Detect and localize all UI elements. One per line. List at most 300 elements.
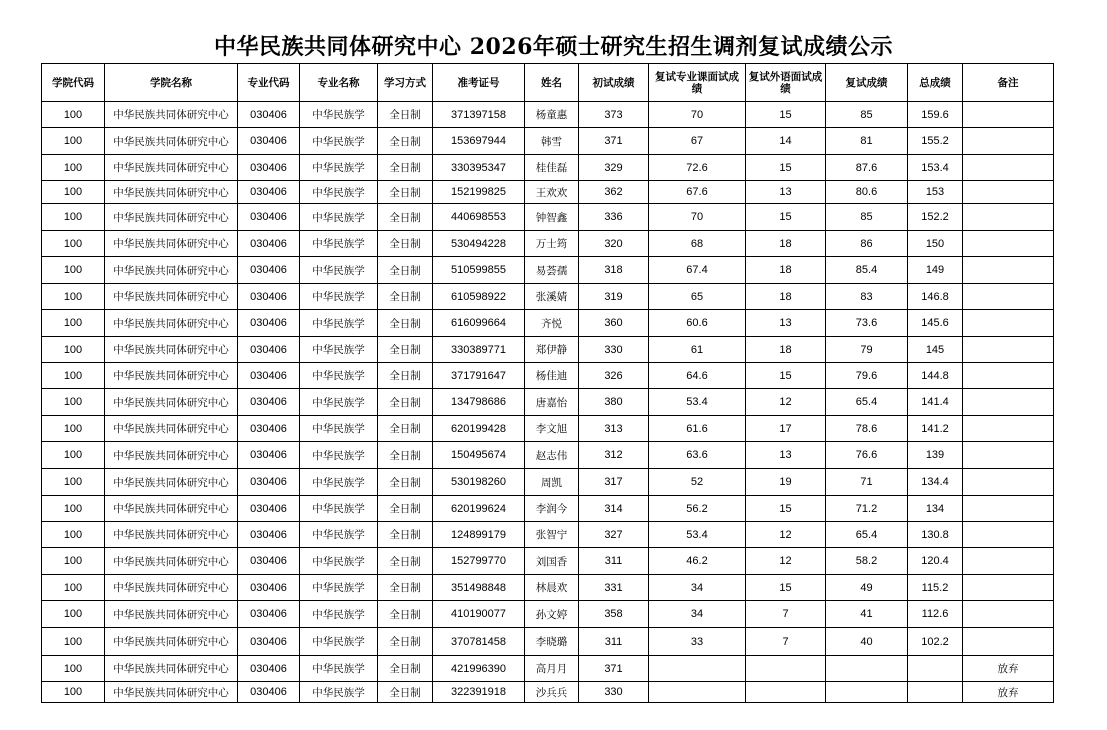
total-score-cell: 145 xyxy=(908,337,963,363)
remarks-cell xyxy=(963,469,1054,496)
interview-score-cell: 53.4 xyxy=(649,389,746,416)
name-cell: 张溪婧 xyxy=(525,284,579,310)
total-score-cell: 130.8 xyxy=(908,522,963,548)
college-code-cell: 100 xyxy=(42,102,105,128)
major-code-cell: 030406 xyxy=(238,257,300,284)
interview-score-cell: 61.6 xyxy=(649,416,746,442)
study-mode-cell: 全日制 xyxy=(378,601,433,628)
college-name-cell: 中华民族共同体研究中心 xyxy=(105,128,238,155)
interview-score-cell: 67.4 xyxy=(649,257,746,284)
interview-score-cell: 60.6 xyxy=(649,310,746,337)
study-mode-cell: 全日制 xyxy=(378,363,433,389)
interview-score-cell: 72.6 xyxy=(649,155,746,181)
exam-number-cell: 330395347 xyxy=(433,155,525,181)
exam-number-cell: 150495674 xyxy=(433,442,525,469)
table-row xyxy=(42,181,1054,204)
college-code-cell: 100 xyxy=(42,257,105,284)
initial-score-cell: 330 xyxy=(579,337,649,363)
initial-score-cell: 311 xyxy=(579,548,649,575)
exam-number-cell: 530494228 xyxy=(433,231,525,257)
name-cell: 桂佳磊 xyxy=(525,155,579,181)
total-score-cell: 115.2 xyxy=(908,575,963,601)
interview-score-cell: 65 xyxy=(649,284,746,310)
initial-score-cell: 329 xyxy=(579,155,649,181)
major-name-cell: 中华民族学 xyxy=(300,363,378,389)
interview-score-cell: 70 xyxy=(649,204,746,231)
remarks-cell xyxy=(963,284,1054,310)
language-score-cell: 15 xyxy=(746,363,826,389)
total-score-cell: 134.4 xyxy=(908,469,963,496)
college-code-cell: 100 xyxy=(42,496,105,522)
major-name-cell: 中华民族学 xyxy=(300,656,378,682)
college-code-cell: 100 xyxy=(42,155,105,181)
remarks-cell xyxy=(963,522,1054,548)
college-name-cell: 中华民族共同体研究中心 xyxy=(105,656,238,682)
table-row xyxy=(42,656,1054,682)
remarks-cell xyxy=(963,337,1054,363)
exam-number-cell: 620199624 xyxy=(433,496,525,522)
interview-score-cell: 53.4 xyxy=(649,522,746,548)
initial-score-cell: 311 xyxy=(579,628,649,656)
major-name-cell: 中华民族学 xyxy=(300,469,378,496)
major-code-cell: 030406 xyxy=(238,204,300,231)
retest-score-cell: 73.6 xyxy=(826,310,908,337)
college-name-cell: 中华民族共同体研究中心 xyxy=(105,601,238,628)
college-name-cell: 中华民族共同体研究中心 xyxy=(105,284,238,310)
name-cell: 张智宁 xyxy=(525,522,579,548)
college-name-cell: 中华民族共同体研究中心 xyxy=(105,469,238,496)
exam-number-cell: 371397158 xyxy=(433,102,525,128)
remarks-cell xyxy=(963,389,1054,416)
study-mode-cell: 全日制 xyxy=(378,181,433,204)
table-row xyxy=(42,416,1054,442)
language-score-cell: 14 xyxy=(746,128,826,155)
college-name-cell: 中华民族共同体研究中心 xyxy=(105,575,238,601)
interview-score-cell: 67.6 xyxy=(649,181,746,204)
table-row xyxy=(42,548,1054,575)
retest-score-cell: 49 xyxy=(826,575,908,601)
language-score-cell: 15 xyxy=(746,155,826,181)
major-name-cell: 中华民族学 xyxy=(300,310,378,337)
table-row xyxy=(42,389,1054,416)
college-name-cell: 中华民族共同体研究中心 xyxy=(105,310,238,337)
major-name-cell: 中华民族学 xyxy=(300,231,378,257)
study-mode-cell: 全日制 xyxy=(378,337,433,363)
remarks-cell xyxy=(963,181,1054,204)
major-code-cell: 030406 xyxy=(238,337,300,363)
page-title: 中华民族共同体研究中心 2026年硕士研究生招生调剂复试成绩公示 xyxy=(214,34,893,60)
language-score-cell: 13 xyxy=(746,181,826,204)
major-code-cell: 030406 xyxy=(238,102,300,128)
interview-score-cell: 56.2 xyxy=(649,496,746,522)
table-row xyxy=(42,628,1054,656)
exam-number-cell: 153697944 xyxy=(433,128,525,155)
name-cell: 李润今 xyxy=(525,496,579,522)
college-code-cell: 100 xyxy=(42,522,105,548)
retest-score-cell: 85 xyxy=(826,102,908,128)
header-initial-score: 初试成绩 xyxy=(579,64,649,102)
total-score-cell: 159.6 xyxy=(908,102,963,128)
major-name-cell: 中华民族学 xyxy=(300,337,378,363)
language-score-cell: 7 xyxy=(746,628,826,656)
table-row xyxy=(42,363,1054,389)
remarks-cell xyxy=(963,155,1054,181)
interview-score-cell xyxy=(649,682,746,703)
header-name: 姓名 xyxy=(525,64,579,102)
major-name-cell: 中华民族学 xyxy=(300,257,378,284)
exam-number-cell: 322391918 xyxy=(433,682,525,703)
college-code-cell: 100 xyxy=(42,128,105,155)
exam-number-cell: 351498848 xyxy=(433,575,525,601)
name-cell: 沙兵兵 xyxy=(525,682,579,703)
major-name-cell: 中华民族学 xyxy=(300,389,378,416)
initial-score-cell: 318 xyxy=(579,257,649,284)
table-row xyxy=(42,601,1054,628)
remarks-cell xyxy=(963,496,1054,522)
table-row xyxy=(42,128,1054,155)
total-score-cell: 112.6 xyxy=(908,601,963,628)
total-score-cell: 134 xyxy=(908,496,963,522)
table-row xyxy=(42,284,1054,310)
college-code-cell: 100 xyxy=(42,601,105,628)
exam-number-cell: 421996390 xyxy=(433,656,525,682)
exam-number-cell: 510599855 xyxy=(433,257,525,284)
college-code-cell: 100 xyxy=(42,204,105,231)
table-row xyxy=(42,442,1054,469)
initial-score-cell: 373 xyxy=(579,102,649,128)
major-code-cell: 030406 xyxy=(238,128,300,155)
language-score-cell: 17 xyxy=(746,416,826,442)
interview-score-cell: 34 xyxy=(649,601,746,628)
study-mode-cell: 全日制 xyxy=(378,310,433,337)
retest-score-cell xyxy=(826,682,908,703)
study-mode-cell: 全日制 xyxy=(378,257,433,284)
retest-score-cell: 81 xyxy=(826,128,908,155)
exam-number-cell: 152199825 xyxy=(433,181,525,204)
study-mode-cell: 全日制 xyxy=(378,204,433,231)
college-code-cell: 100 xyxy=(42,548,105,575)
language-score-cell: 12 xyxy=(746,389,826,416)
interview-score-cell: 61 xyxy=(649,337,746,363)
interview-score-cell: 34 xyxy=(649,575,746,601)
total-score-cell: 153.4 xyxy=(908,155,963,181)
header-study-mode: 学习方式 xyxy=(378,64,433,102)
name-cell: 刘国香 xyxy=(525,548,579,575)
remarks-cell xyxy=(963,310,1054,337)
college-code-cell: 100 xyxy=(42,469,105,496)
table-row xyxy=(42,310,1054,337)
table-row xyxy=(42,575,1054,601)
remarks-cell: 放弃 xyxy=(963,682,1054,703)
total-score-cell: 144.8 xyxy=(908,363,963,389)
header-retest-score: 复试成绩 xyxy=(826,64,908,102)
table-header-row xyxy=(42,64,1054,102)
name-cell: 齐悦 xyxy=(525,310,579,337)
total-score-cell: 120.4 xyxy=(908,548,963,575)
retest-score-cell: 87.6 xyxy=(826,155,908,181)
college-name-cell: 中华民族共同体研究中心 xyxy=(105,628,238,656)
table-row xyxy=(42,155,1054,181)
major-name-cell: 中华民族学 xyxy=(300,682,378,703)
header-total-score: 总成绩 xyxy=(908,64,963,102)
study-mode-cell: 全日制 xyxy=(378,128,433,155)
initial-score-cell: 371 xyxy=(579,656,649,682)
college-name-cell: 中华民族共同体研究中心 xyxy=(105,496,238,522)
college-code-cell: 100 xyxy=(42,682,105,703)
exam-number-cell: 134798686 xyxy=(433,389,525,416)
college-name-cell: 中华民族共同体研究中心 xyxy=(105,442,238,469)
retest-score-cell: 41 xyxy=(826,601,908,628)
exam-number-cell: 440698553 xyxy=(433,204,525,231)
interview-score-cell: 52 xyxy=(649,469,746,496)
major-code-cell: 030406 xyxy=(238,442,300,469)
table-row xyxy=(42,204,1054,231)
college-code-cell: 100 xyxy=(42,337,105,363)
table-row xyxy=(42,682,1054,703)
remarks-cell xyxy=(963,231,1054,257)
initial-score-cell: 358 xyxy=(579,601,649,628)
remarks-cell xyxy=(963,204,1054,231)
header-remarks: 备注 xyxy=(963,64,1054,102)
major-name-cell: 中华民族学 xyxy=(300,496,378,522)
college-code-cell: 100 xyxy=(42,231,105,257)
major-code-cell: 030406 xyxy=(238,522,300,548)
name-cell: 韩雪 xyxy=(525,128,579,155)
score-table xyxy=(41,63,1054,703)
college-code-cell: 100 xyxy=(42,656,105,682)
college-name-cell: 中华民族共同体研究中心 xyxy=(105,181,238,204)
college-name-cell: 中华民族共同体研究中心 xyxy=(105,231,238,257)
college-code-cell: 100 xyxy=(42,389,105,416)
major-name-cell: 中华民族学 xyxy=(300,548,378,575)
retest-score-cell: 85.4 xyxy=(826,257,908,284)
retest-score-cell: 40 xyxy=(826,628,908,656)
remarks-cell xyxy=(963,128,1054,155)
total-score-cell: 149 xyxy=(908,257,963,284)
college-name-cell: 中华民族共同体研究中心 xyxy=(105,522,238,548)
major-name-cell: 中华民族学 xyxy=(300,601,378,628)
major-name-cell: 中华民族学 xyxy=(300,442,378,469)
language-score-cell: 13 xyxy=(746,442,826,469)
initial-score-cell: 360 xyxy=(579,310,649,337)
major-name-cell: 中华民族学 xyxy=(300,575,378,601)
major-code-cell: 030406 xyxy=(238,682,300,703)
college-name-cell: 中华民族共同体研究中心 xyxy=(105,102,238,128)
retest-score-cell: 76.6 xyxy=(826,442,908,469)
study-mode-cell: 全日制 xyxy=(378,231,433,257)
retest-score-cell: 85 xyxy=(826,204,908,231)
retest-score-cell xyxy=(826,656,908,682)
initial-score-cell: 319 xyxy=(579,284,649,310)
major-code-cell: 030406 xyxy=(238,389,300,416)
interview-score-cell: 46.2 xyxy=(649,548,746,575)
remarks-cell xyxy=(963,601,1054,628)
total-score-cell: 153 xyxy=(908,181,963,204)
name-cell: 孙文婷 xyxy=(525,601,579,628)
major-code-cell: 030406 xyxy=(238,628,300,656)
study-mode-cell: 全日制 xyxy=(378,389,433,416)
college-code-cell: 100 xyxy=(42,442,105,469)
language-score-cell: 7 xyxy=(746,601,826,628)
language-score-cell: 18 xyxy=(746,337,826,363)
college-code-cell: 100 xyxy=(42,310,105,337)
total-score-cell: 145.6 xyxy=(908,310,963,337)
table-row xyxy=(42,469,1054,496)
name-cell: 高月月 xyxy=(525,656,579,682)
remarks-cell xyxy=(963,257,1054,284)
exam-number-cell: 124899179 xyxy=(433,522,525,548)
remarks-cell xyxy=(963,102,1054,128)
study-mode-cell: 全日制 xyxy=(378,442,433,469)
interview-score-cell: 68 xyxy=(649,231,746,257)
major-name-cell: 中华民族学 xyxy=(300,181,378,204)
retest-score-cell: 58.2 xyxy=(826,548,908,575)
remarks-cell: 放弃 xyxy=(963,656,1054,682)
interview-score-cell: 63.6 xyxy=(649,442,746,469)
name-cell: 郑伊静 xyxy=(525,337,579,363)
college-code-cell: 100 xyxy=(42,363,105,389)
exam-number-cell: 152799770 xyxy=(433,548,525,575)
header-college-code: 学院代码 xyxy=(42,64,105,102)
header-interview-score: 复试专业课面试成绩 xyxy=(649,64,746,102)
major-code-cell: 030406 xyxy=(238,310,300,337)
major-name-cell: 中华民族学 xyxy=(300,155,378,181)
language-score-cell: 15 xyxy=(746,204,826,231)
study-mode-cell: 全日制 xyxy=(378,575,433,601)
exam-number-cell: 370781458 xyxy=(433,628,525,656)
major-name-cell: 中华民族学 xyxy=(300,284,378,310)
name-cell: 杨童惠 xyxy=(525,102,579,128)
retest-score-cell: 86 xyxy=(826,231,908,257)
college-code-cell: 100 xyxy=(42,575,105,601)
retest-score-cell: 78.6 xyxy=(826,416,908,442)
name-cell: 李晓璐 xyxy=(525,628,579,656)
study-mode-cell: 全日制 xyxy=(378,682,433,703)
initial-score-cell: 331 xyxy=(579,575,649,601)
interview-score-cell: 33 xyxy=(649,628,746,656)
retest-score-cell: 65.4 xyxy=(826,522,908,548)
initial-score-cell: 336 xyxy=(579,204,649,231)
total-score-cell xyxy=(908,656,963,682)
remarks-cell xyxy=(963,575,1054,601)
table-row xyxy=(42,496,1054,522)
major-code-cell: 030406 xyxy=(238,231,300,257)
major-name-cell: 中华民族学 xyxy=(300,522,378,548)
college-code-cell: 100 xyxy=(42,284,105,310)
interview-score-cell: 67 xyxy=(649,128,746,155)
study-mode-cell: 全日制 xyxy=(378,628,433,656)
college-name-cell: 中华民族共同体研究中心 xyxy=(105,337,238,363)
major-code-cell: 030406 xyxy=(238,181,300,204)
header-major-name: 专业名称 xyxy=(300,64,378,102)
name-cell: 万士筠 xyxy=(525,231,579,257)
total-score-cell: 152.2 xyxy=(908,204,963,231)
retest-score-cell: 79 xyxy=(826,337,908,363)
language-score-cell xyxy=(746,682,826,703)
study-mode-cell: 全日制 xyxy=(378,496,433,522)
total-score-cell: 155.2 xyxy=(908,128,963,155)
study-mode-cell: 全日制 xyxy=(378,416,433,442)
remarks-cell xyxy=(963,628,1054,656)
initial-score-cell: 362 xyxy=(579,181,649,204)
major-name-cell: 中华民族学 xyxy=(300,628,378,656)
table-row xyxy=(42,257,1054,284)
retest-score-cell: 79.6 xyxy=(826,363,908,389)
retest-score-cell: 83 xyxy=(826,284,908,310)
name-cell: 林晨欢 xyxy=(525,575,579,601)
major-name-cell: 中华民族学 xyxy=(300,204,378,231)
retest-score-cell: 71.2 xyxy=(826,496,908,522)
remarks-cell xyxy=(963,548,1054,575)
initial-score-cell: 326 xyxy=(579,363,649,389)
major-name-cell: 中华民族学 xyxy=(300,128,378,155)
name-cell: 李文旭 xyxy=(525,416,579,442)
language-score-cell: 13 xyxy=(746,310,826,337)
major-code-cell: 030406 xyxy=(238,575,300,601)
language-score-cell: 12 xyxy=(746,548,826,575)
major-code-cell: 030406 xyxy=(238,496,300,522)
college-code-cell: 100 xyxy=(42,416,105,442)
name-cell: 杨佳迪 xyxy=(525,363,579,389)
exam-number-cell: 620199428 xyxy=(433,416,525,442)
college-code-cell: 100 xyxy=(42,181,105,204)
name-cell: 周凯 xyxy=(525,469,579,496)
initial-score-cell: 320 xyxy=(579,231,649,257)
college-name-cell: 中华民族共同体研究中心 xyxy=(105,155,238,181)
remarks-cell xyxy=(963,442,1054,469)
study-mode-cell: 全日制 xyxy=(378,284,433,310)
language-score-cell: 15 xyxy=(746,575,826,601)
remarks-cell xyxy=(963,363,1054,389)
initial-score-cell: 314 xyxy=(579,496,649,522)
language-score-cell: 15 xyxy=(746,102,826,128)
exam-number-cell: 371791647 xyxy=(433,363,525,389)
retest-score-cell: 71 xyxy=(826,469,908,496)
college-name-cell: 中华民族共同体研究中心 xyxy=(105,682,238,703)
exam-number-cell: 410190077 xyxy=(433,601,525,628)
total-score-cell: 102.2 xyxy=(908,628,963,656)
exam-number-cell: 616099664 xyxy=(433,310,525,337)
major-code-cell: 030406 xyxy=(238,284,300,310)
interview-score-cell xyxy=(649,656,746,682)
name-cell: 唐嘉怡 xyxy=(525,389,579,416)
language-score-cell: 19 xyxy=(746,469,826,496)
exam-number-cell: 610598922 xyxy=(433,284,525,310)
college-name-cell: 中华民族共同体研究中心 xyxy=(105,389,238,416)
name-cell: 王欢欢 xyxy=(525,181,579,204)
exam-number-cell: 530198260 xyxy=(433,469,525,496)
study-mode-cell: 全日制 xyxy=(378,656,433,682)
initial-score-cell: 330 xyxy=(579,682,649,703)
table-row xyxy=(42,337,1054,363)
total-score-cell: 141.2 xyxy=(908,416,963,442)
college-code-cell: 100 xyxy=(42,628,105,656)
college-name-cell: 中华民族共同体研究中心 xyxy=(105,204,238,231)
name-cell: 钟智鑫 xyxy=(525,204,579,231)
name-cell: 易荟孺 xyxy=(525,257,579,284)
major-code-cell: 030406 xyxy=(238,363,300,389)
initial-score-cell: 312 xyxy=(579,442,649,469)
major-code-cell: 030406 xyxy=(238,416,300,442)
initial-score-cell: 371 xyxy=(579,128,649,155)
major-code-cell: 030406 xyxy=(238,656,300,682)
language-score-cell: 18 xyxy=(746,231,826,257)
college-name-cell: 中华民族共同体研究中心 xyxy=(105,257,238,284)
remarks-cell xyxy=(963,416,1054,442)
study-mode-cell: 全日制 xyxy=(378,155,433,181)
total-score-cell xyxy=(908,682,963,703)
initial-score-cell: 317 xyxy=(579,469,649,496)
